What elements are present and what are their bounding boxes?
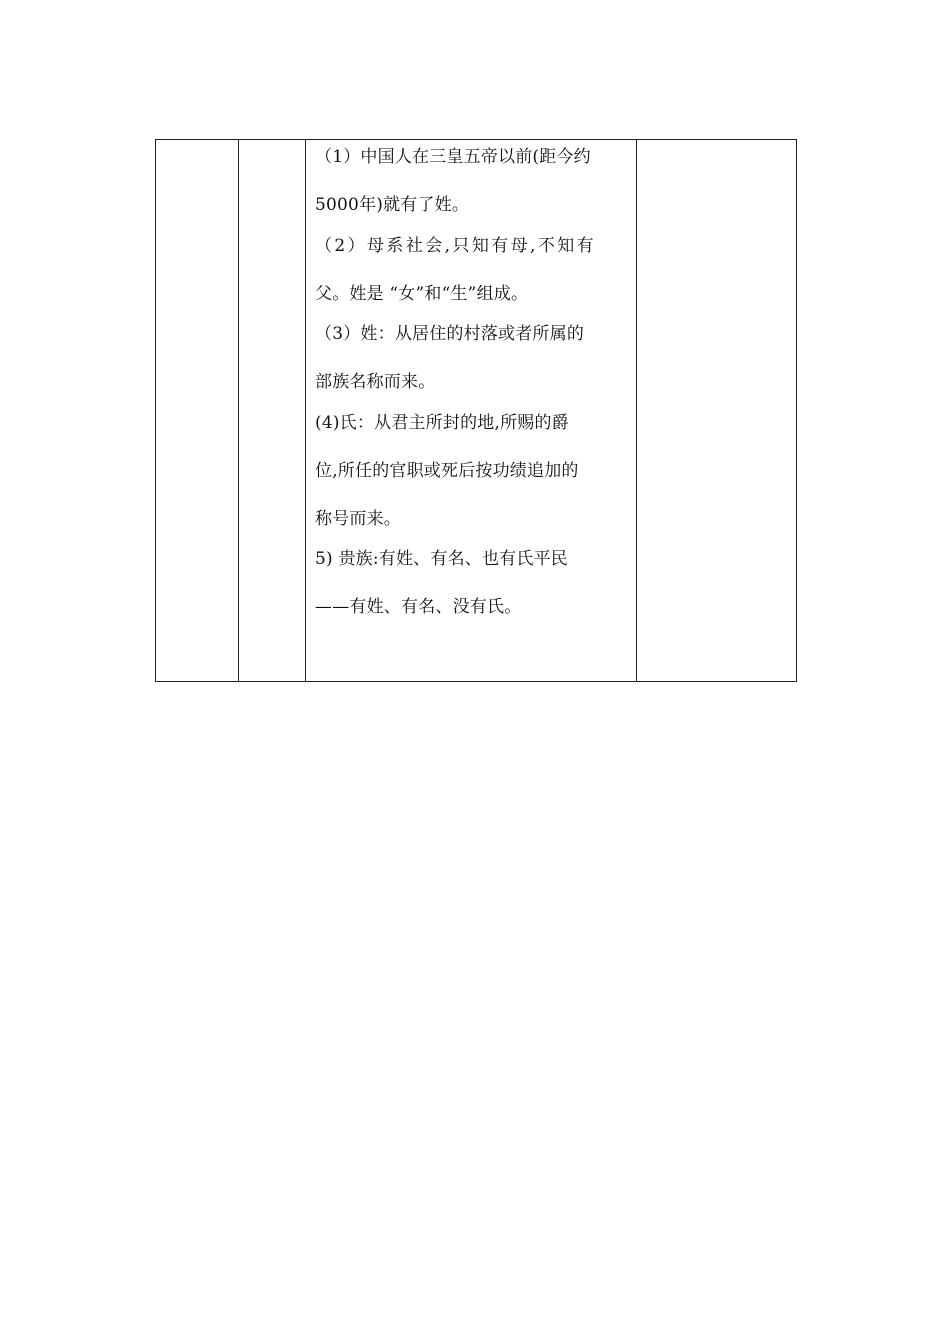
content-line: (4)氏：从君主所封的地,所赐的爵 [315,413,569,433]
table-cell-content [306,140,637,682]
content-line: （2）母系社会,只知有母,不知有 [315,236,597,256]
content-line: 5) 贵族:有姓、有名、也有氏平民 [315,549,568,569]
content-table [155,139,797,682]
content-line: ——有姓、有名、没有氏。 [315,597,522,617]
content-line: 位,所任的官职或死后按功绩追加的 [315,461,579,481]
table-cell-empty-4 [637,140,797,682]
content-line: 部族名称而来。 [315,372,436,392]
table-cell-empty-2 [239,140,306,682]
content-line: 5000年)就有了姓。 [315,195,470,215]
content-line: 称号而来。 [315,509,401,529]
content-line: 父。姓是 “女”和“生”组成。 [315,284,529,304]
content-line: （3）姓：从居住的村落或者所属的 [315,324,585,344]
content-line: （1）中国人在三皇五帝以前(距今约 [315,147,591,167]
table-row [156,140,797,682]
table-cell-empty-1 [156,140,239,682]
